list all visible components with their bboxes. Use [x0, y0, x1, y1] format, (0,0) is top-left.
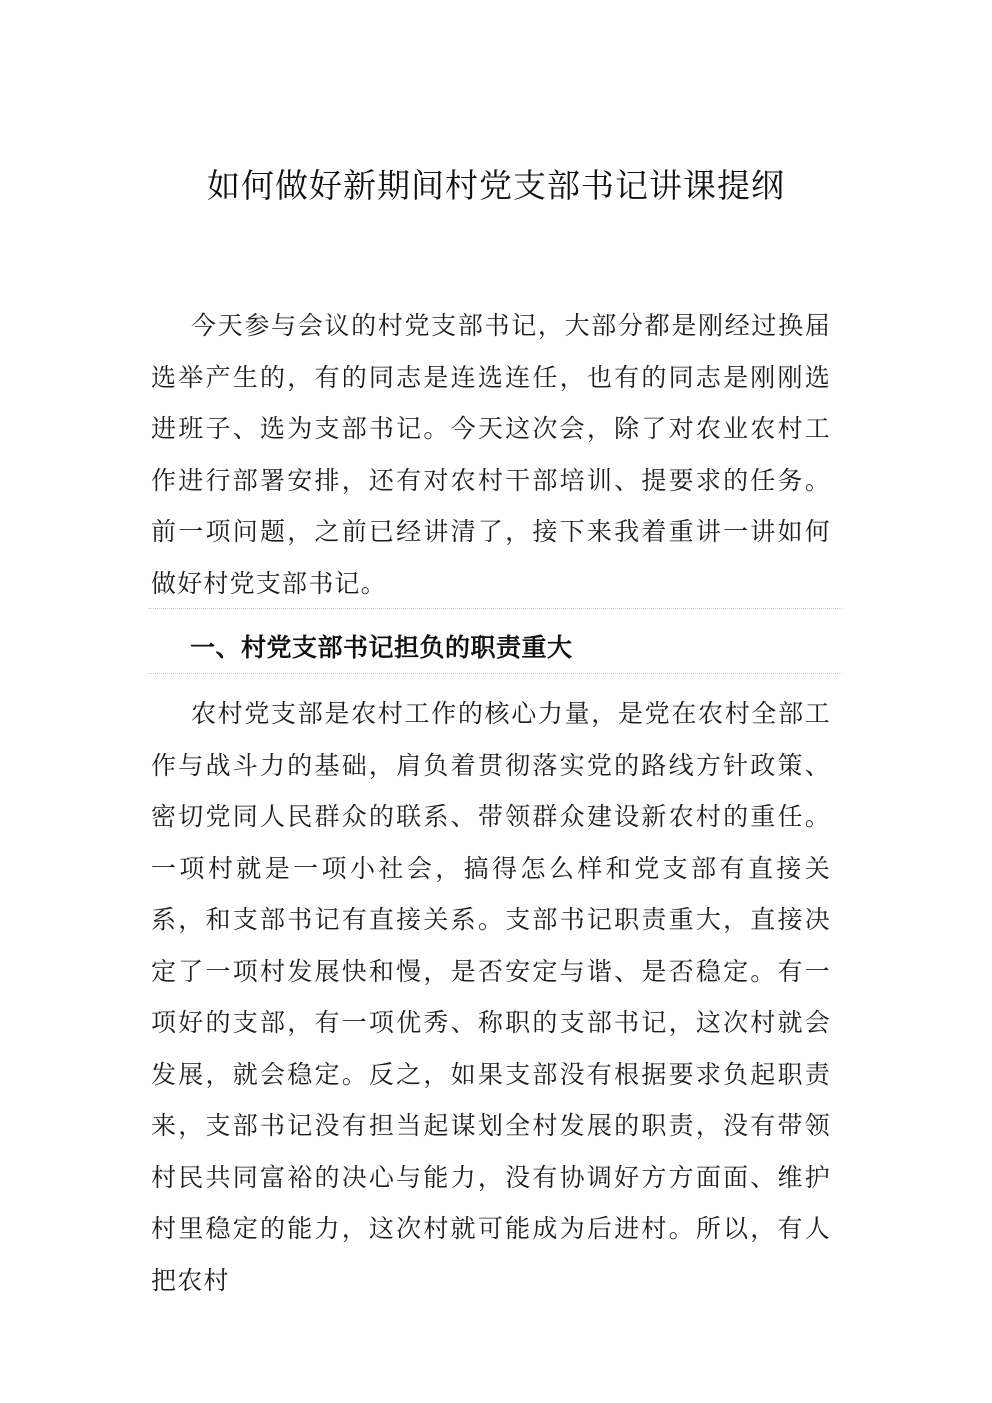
document-title: 如何做好新期间村党支部书记讲课提纲	[207, 166, 785, 205]
paragraph-section-1: 农村党支部是农村工作的核心力量，是党在农村全部工作与战斗力的基础，肩负着贯彻落实党的路线方针政策、密切党同人民群众的联系、带领群众建设新农村的重任。一项村就是一项小社会，搞得怎么样和党支部有直接关系，和支部书记有直接关系。支部书记职责重大，直接决定了一项村发展快和慢，是否安定与谐、是否稳定。有一项好的支部，有一项优秀、称职的支部书记，这次村就会发展，就会稳定。反之，如果支部没有根据要求负起职责来，支部书记没有担当起谋划全村发展的职责，没有带领村民共同富裕的决心与能力，没有协调好方方面面、维护村里稳定的能力，这次村就可能成为后进村。所以，有人把农村	[151, 699, 831, 1295]
section-heading-1: 一、村党支部书记担负的职责重大	[190, 633, 573, 662]
section-divider	[148, 608, 842, 609]
section-divider	[148, 673, 842, 674]
paragraph-intro: 今天参与会议的村党支部书记，大部分都是刚经过换届选举产生的，有的同志是连选连任，也有的同志是刚刚选进班子、选为支部书记。今天这次会，除了对农业农村工作进行部署安排，还有对农村干部培训、提要求的任务。前一项问题，之前已经讲清了，接下来我着重讲一讲如何做好村党支部书记。	[151, 311, 831, 598]
